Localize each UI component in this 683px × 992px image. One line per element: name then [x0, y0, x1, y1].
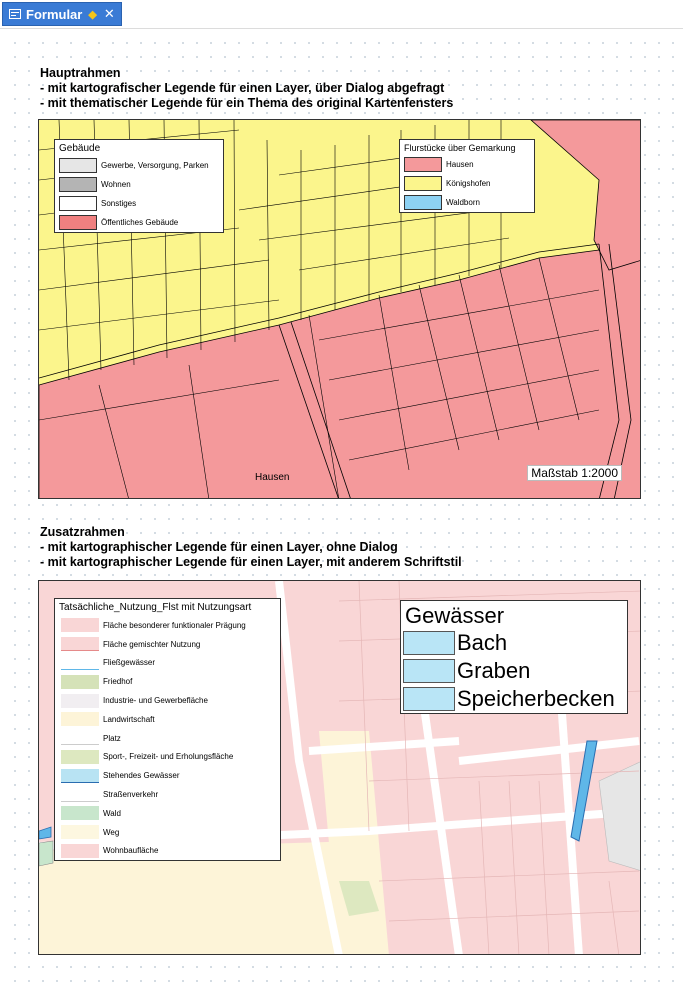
- legend-item-label: Straßenverkehr: [103, 790, 159, 800]
- pin-icon[interactable]: ◆: [88, 8, 97, 21]
- legend-swatch: [61, 694, 99, 708]
- legend-swatch: [404, 176, 442, 191]
- legend-item: [401, 685, 627, 713]
- legend-swatch: [61, 712, 99, 726]
- legend-item: [400, 193, 534, 212]
- legend-item-label: Friedhof: [103, 677, 133, 687]
- legend-swatch: [403, 631, 455, 655]
- legend-item-label: Weg: [103, 827, 120, 837]
- main-frame-heading: [40, 66, 453, 111]
- legend-item: [55, 194, 223, 213]
- place-label: Hausen: [255, 472, 290, 483]
- legend-item: [55, 823, 280, 842]
- legend-item: [55, 213, 223, 232]
- legend-item: [55, 175, 223, 194]
- legend-item-label: Waldborn: [446, 198, 480, 207]
- legend-item-label: Fläche gemischter Nutzung: [103, 639, 201, 649]
- legend-item: [55, 804, 280, 823]
- legend-item: [401, 657, 627, 685]
- extra-heading-line: - mit kartographischer Legende für einen Layer, mit anderem Schriftstil: [40, 555, 462, 569]
- legend-swatch: [61, 618, 99, 632]
- legend-item-label: Sport-, Freizeit- und Erholungsfläche: [103, 752, 234, 762]
- legend-buildings[interactable]: [54, 139, 224, 233]
- scale-bar: Maßstab 1:2000: [527, 465, 622, 481]
- extra-heading-line: Zusatzrahmen: [40, 525, 125, 539]
- legend-swatch: [61, 731, 99, 745]
- main-heading-line: Hauptrahmen: [40, 66, 121, 80]
- legend-swatch: [403, 659, 455, 683]
- extra-map-frame[interactable]: [38, 580, 641, 955]
- legend-item: [400, 174, 534, 193]
- legend-item-label: Stehendes Gewässer: [103, 771, 180, 781]
- legend-swatch: [403, 687, 455, 711]
- tab-title: Formular: [26, 6, 83, 22]
- legend-item: [55, 616, 280, 635]
- legend-item-label: Bach: [457, 630, 508, 655]
- legend-swatch: [61, 844, 99, 858]
- legend-swatch: [61, 788, 99, 802]
- legend-item-label: Wohnbaufläche: [103, 846, 159, 856]
- legend-item-label: Speicherbecken: [457, 686, 615, 711]
- legend-item-label: Öffentliches Gebäude: [101, 218, 179, 227]
- legend-usage[interactable]: [54, 598, 281, 861]
- legend-item-label: Fläche besonderer funktionaler Prägung: [103, 620, 246, 630]
- legend-swatch: [404, 157, 442, 172]
- legend-item: [400, 155, 534, 174]
- legend-swatch: [61, 675, 99, 689]
- legend-water[interactable]: [400, 600, 628, 714]
- form-icon: [9, 9, 21, 19]
- legend-item-label: Platz: [103, 733, 121, 743]
- legend-swatch: [59, 158, 97, 173]
- close-icon[interactable]: ✕: [103, 6, 115, 21]
- legend-item: [55, 785, 280, 804]
- legend-item-label: Wald: [103, 808, 121, 818]
- legend-item: [55, 635, 280, 654]
- tab-bar: [0, 0, 683, 29]
- main-heading-line: - mit thematischer Legende für ein Thema des original Kartenfensters: [40, 96, 454, 110]
- legend-swatch: [61, 825, 99, 839]
- legend-item-label: Graben: [457, 658, 531, 683]
- legend-item: [55, 710, 280, 729]
- legend-item-label: Hausen: [446, 160, 474, 169]
- extra-heading-line: - mit kartographischer Legende für einen Layer, ohne Dialog: [40, 540, 398, 554]
- legend-item: [55, 672, 280, 691]
- legend-item: [55, 842, 280, 861]
- legend-item: [55, 691, 280, 710]
- legend-item: [401, 629, 627, 657]
- extra-frame-heading: [40, 525, 462, 570]
- legend-item: [55, 156, 223, 175]
- legend-title: Tatsächliche_Nutzung_Flst mit Nutzungsart: [59, 602, 252, 613]
- legend-swatch: [61, 750, 99, 764]
- legend-title: Flurstücke über Gemarkung: [404, 143, 516, 153]
- legend-item: [55, 654, 280, 673]
- legend-swatch: [61, 637, 99, 651]
- legend-title: Gewässer: [405, 603, 505, 628]
- legend-item: [55, 748, 280, 767]
- legend-swatch: [404, 195, 442, 210]
- legend-item-label: Wohnen: [101, 180, 131, 189]
- legend-item-label: Königshofen: [446, 179, 491, 188]
- legend-item: [55, 766, 280, 785]
- legend-swatch: [61, 769, 99, 783]
- legend-item-label: Sonstiges: [101, 199, 137, 208]
- legend-swatch: [59, 177, 97, 192]
- legend-item-label: Industrie- und Gewerbefläche: [103, 696, 208, 706]
- main-heading-line: - mit kartografischer Legende für einen Layer, über Dialog abgefragt: [40, 81, 445, 95]
- main-map-frame[interactable]: [38, 119, 641, 499]
- legend-title: Gebäude: [59, 143, 101, 154]
- legend-swatch: [59, 196, 97, 211]
- legend-swatch: [61, 656, 99, 670]
- legend-parcels[interactable]: [399, 139, 535, 213]
- legend-item: [55, 729, 280, 748]
- legend-item-label: Landwirtschaft: [103, 714, 155, 724]
- tab-formular[interactable]: [2, 2, 122, 26]
- legend-item-label: Fließgewässer: [103, 658, 156, 668]
- legend-swatch: [59, 215, 97, 230]
- legend-item-label: Gewerbe, Versorgung, Parken: [101, 161, 209, 170]
- legend-swatch: [61, 806, 99, 820]
